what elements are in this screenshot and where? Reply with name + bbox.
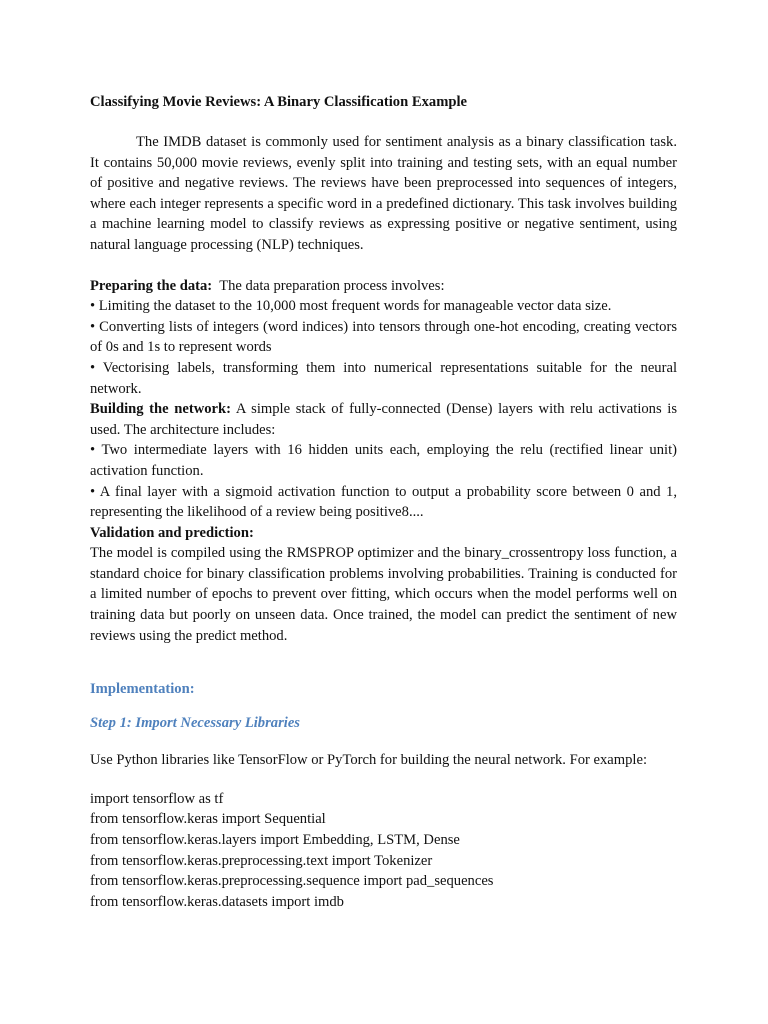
building-bullet: • A final layer with a sigmoid activation function to output a probability score between 0 and 1, representing the likelihood of a review being positive8.... xyxy=(90,483,677,521)
document-page xyxy=(90,92,677,912)
building-label: Building the network: xyxy=(90,401,231,418)
step1-heading: Step 1: Import Necessary Libraries xyxy=(90,715,300,732)
preparing-section xyxy=(90,276,677,400)
step1-text: Use Python libraries like TensorFlow or PyTorch for building the neural network. For example: xyxy=(90,752,648,769)
intro-paragraph: The IMDB dataset is commonly used for sentiment analysis as a binary classification task. It contains 50,000 movie reviews, evenly split into training and testing sets, with an equal number of positive and negative reviews. The reviews have been preprocessed into sequences of integers, where each integer represents a specific word in a predefined dictionary. This task involves building a machine learning model to classify reviews as expressing positive or negative sentiment, using natural language processing (NLP) techniques. xyxy=(90,134,677,253)
code-line: from tensorflow.keras.preprocessing.text import Tokenizer xyxy=(90,852,433,869)
preparing-text: The data preparation process involves: xyxy=(219,277,445,294)
implementation-heading: Implementation: xyxy=(90,681,195,698)
preparing-heading-line xyxy=(90,276,677,297)
code-line: import tensorflow as tf xyxy=(90,790,224,807)
code-line: from tensorflow.keras import Sequential xyxy=(90,811,326,828)
code-line: from tensorflow.keras.layers import Embedding, LSTM, Dense xyxy=(90,832,460,849)
code-line: from tensorflow.keras.preprocessing.sequence import pad_sequences xyxy=(90,873,494,890)
validation-section xyxy=(90,523,677,647)
building-heading-line xyxy=(90,399,677,440)
building-section xyxy=(90,399,677,523)
document-title: Classifying Movie Reviews: A Binary Classification Example xyxy=(90,94,467,110)
code-line: from tensorflow.keras.datasets import imdb xyxy=(90,893,344,910)
preparing-label: Preparing the data: xyxy=(90,277,213,294)
preparing-bullet: • Vectorising labels, transforming them into numerical representations suitable for the neural network. xyxy=(90,359,677,397)
preparing-bullet: • Converting lists of integers (word indices) into tensors through one-hot encoding, creating vectors of 0s and 1s to represent words xyxy=(90,318,677,356)
validation-label: Validation and prediction: xyxy=(90,524,254,541)
building-bullet: • Two intermediate layers with 16 hidden units each, employing the relu (rectified linear unit) activation function. xyxy=(90,442,677,479)
validation-text: The model is compiled using the RMSPROP optimizer and the binary_crossentropy loss function, a standard choice for binary classification problems involving probabilities. Training is conducted for a limited number of epochs to prevent over fitting, which occurs when the model performs well on training data but poorly on unseen data. Once trained, the model can predict the sentiment of new reviews using the predict method. xyxy=(90,545,677,644)
preparing-bullet: • Limiting the dataset to the 10,000 most frequent words for manageable vector data size. xyxy=(90,298,612,315)
code-block xyxy=(90,789,677,913)
building-text: A simple stack of fully-connected (Dense) layers with relu activations is used. The architecture includes: xyxy=(90,401,677,438)
